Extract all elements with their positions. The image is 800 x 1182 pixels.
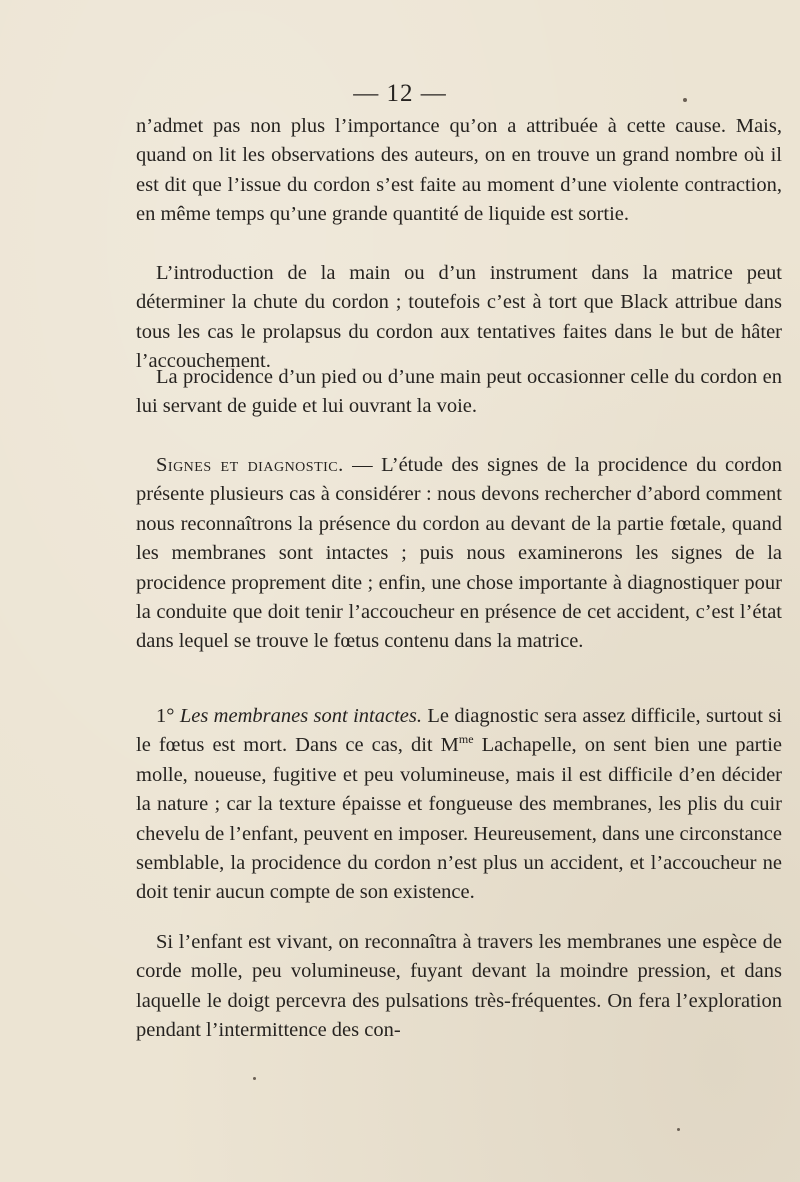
item-number: 1°	[156, 705, 175, 727]
paragraph-3-text: La procidence d’un pied ou d’une main peut occasionner celle du cordon en lui servant de guide et lui ouvrant la voie.	[136, 366, 782, 418]
section-heading: Signes et diagnostic.	[156, 454, 344, 476]
paragraph-1-text: n’admet pas non plus l’importance qu’on a attribuée à cette cause. Mais, quand on lit les observations des auteurs, on en trouve un grand nombre où il est dit que l’issue du cordon s’est faite au moment d’une violente contraction, en même temps qu’une grande quantité de liquide est sortie.	[136, 115, 782, 226]
paragraph-2	[136, 259, 782, 377]
paragraph-4-text	[136, 451, 782, 657]
paragraph-5-body-b: Lachapelle, on sent bien une partie molle, noueuse, fugitive et peu volumineuse, mais il est difficile d’en décider la nature ; car la texture épaisse et fongueuse des membranes, les plis du cuir chevelu de l’enfant, peuvent en imposer. Heureusement, dans une circonstance semblable, la procidence du cordon n’est plus un accident, et l’accoucheur ne doit tenir aucun compte de son existence.	[136, 734, 782, 904]
subsection-heading: Les membranes sont intactes.	[179, 705, 422, 727]
paragraph-5-text	[136, 702, 782, 908]
paragraph-2-text: L’introduction de la main ou d’un instrument dans la matrice peut déterminer la chute du cordon ; toutefois c’est à tort que Black attribue dans tous les cas le prolapsus du cordon aux tentatives faites dans le but de hâter l’accouchement.	[136, 262, 782, 373]
paragraph-4-body: — L’étude des signes de la procidence du cordon présente plusieurs cas à considérer : nous devons rechercher d’abord comment nous reconnaîtrons la présence du cordon au devant de la partie fœtale, quand les membranes sont intactes ; puis nous examinerons les signes de la procidence proprement dite ; enfin, une chose importante à diagnostiquer pour la conduite que doit tenir l’accoucheur en présence de cet accident, c’est l’état dans lequel se trouve le fœtus contenu dans la matrice.	[136, 454, 782, 653]
paragraph-3	[136, 363, 782, 422]
page-number: — 12 —	[353, 80, 447, 107]
paragraph-6	[136, 928, 782, 1046]
paragraph-signes-diagnostic	[136, 451, 782, 657]
superscript: me	[458, 732, 474, 747]
ink-speck	[683, 98, 687, 102]
paragraph-6-text: Si l’enfant est vivant, on reconnaîtra à travers les membranes une espèce de corde molle, peu volumineuse, fuyant devant la moindre pression, et dans laquelle le doigt percevra des pulsations très-fréquentes. On fera l’exploration pendant l’intermittence des con-	[136, 931, 782, 1042]
paragraph-membranes-intactes	[136, 702, 782, 908]
ink-speck	[253, 1077, 256, 1080]
paragraph-1	[136, 112, 782, 230]
ink-speck	[677, 1128, 680, 1131]
paragraph-5-body-a: Le diagnostic sera assez difficile, surtout si le fœtus est mort. Dans ce cas, dit M	[136, 705, 782, 757]
